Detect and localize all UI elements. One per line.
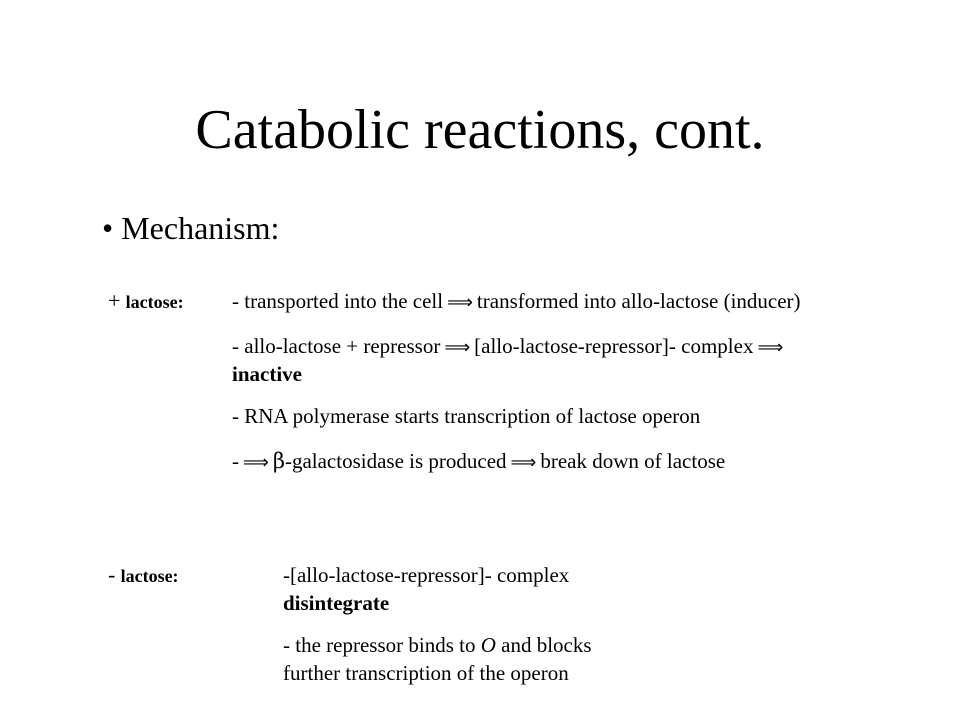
bullet-dot-icon: • — [102, 210, 114, 246]
minus-item-2: - the repressor binds to O and blocks — [283, 633, 592, 657]
plus-lactose-label — [108, 289, 184, 314]
plus-item-1: - transported into the cell ⟹ transformed into allo-lactose (inducer) — [232, 289, 801, 313]
minus-item-2-cont: further transcription of the operon — [283, 661, 569, 685]
plus-item-2: - allo-lactose + repressor ⟹ [allo-lactose-repressor]- complex ⟹ — [232, 334, 784, 358]
minus-label-word: lactose: — [120, 566, 179, 586]
minus-sign: - — [108, 562, 116, 587]
plus-item-3: - RNA polymerase starts transcription of lactose operon — [232, 404, 701, 428]
implies-arrow-icon: ⟹ — [510, 452, 537, 473]
slide-title: Catabolic reactions, cont. — [195, 99, 765, 161]
minus-item-1: -[allo-lactose-repressor]- complex — [283, 563, 570, 587]
bullet-text: Mechanism: — [121, 210, 280, 246]
minus-item-1-bold: disintegrate — [283, 591, 390, 615]
operator-o: O — [480, 633, 496, 657]
beta-symbol: β — [272, 449, 285, 473]
plus-label-word: lactose: — [125, 292, 184, 312]
minus-lactose-label — [108, 563, 179, 588]
implies-arrow-icon: ⟹ — [757, 337, 784, 358]
implies-arrow-icon: ⟹ — [243, 452, 269, 473]
bullet-mechanism — [102, 208, 279, 248]
implies-arrow-icon: ⟹ — [447, 292, 473, 313]
plus-sign: + — [108, 288, 121, 313]
plus-item-4: - ⟹ β-galactosidase is produced ⟹ break down of lactose — [232, 449, 726, 473]
plus-item-2-bold: inactive — [232, 362, 302, 386]
implies-arrow-icon: ⟹ — [444, 337, 471, 358]
